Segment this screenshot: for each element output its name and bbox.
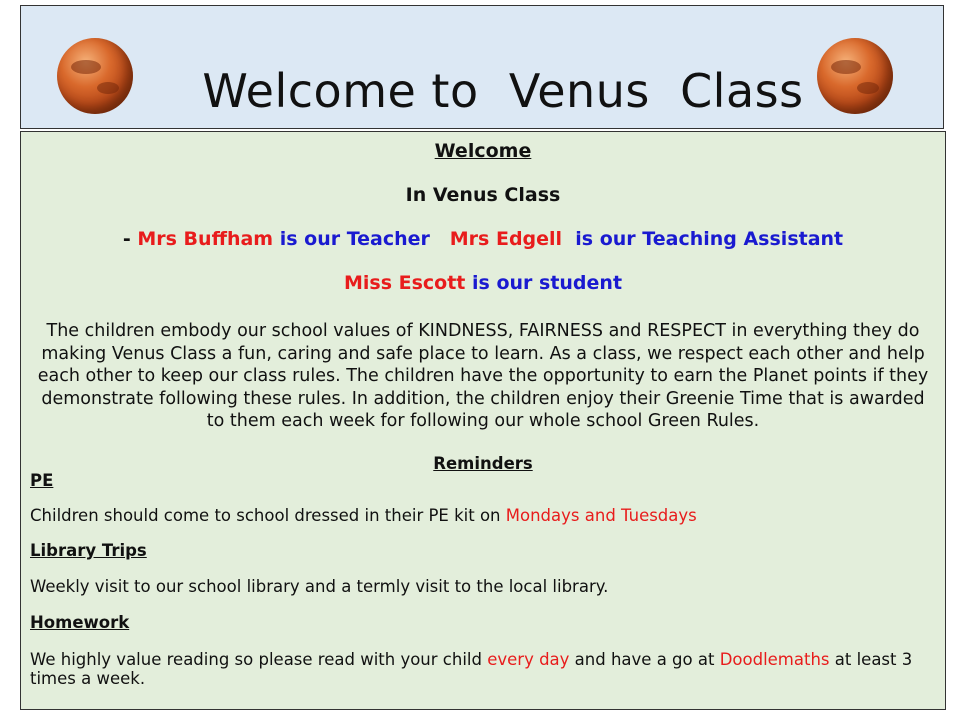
in-class-heading: In Venus Class [405, 184, 561, 206]
homework-heading: Homework [30, 613, 130, 632]
header-banner [20, 5, 944, 129]
staff-line [21, 228, 945, 250]
pe-text [30, 506, 697, 525]
homework-text [30, 650, 935, 688]
homework-doodlemaths: Doodlemaths [719, 650, 830, 669]
homework-every-day: every day [487, 650, 570, 669]
library-heading: Library Trips [30, 541, 147, 560]
teacher-name: Mrs Buffham [137, 228, 274, 250]
student-line [21, 272, 945, 294]
pe-text-main: Children should come to school dressed in their PE kit on [30, 506, 506, 525]
ta-role: is our Teaching Assistant [562, 228, 844, 250]
values-paragraph: The children embody our school values of KINDNESS, FAIRNESS and RESPECT in everything they do making Venus Class a fun, caring and safe place to learn. As a class, we respect each other and help each other to keep our class rules. The children have the opportunity to earn the Planet points if they demonstrate following these rules. In addition, the children enjoy their Greenie Time that is awarded to them each week for following our whole school Green Rules. [37, 321, 929, 431]
homework-text-3: at least 3 times a week. [30, 650, 913, 688]
student-role: is our student [465, 272, 623, 294]
staff-dash: - [122, 228, 138, 250]
content-panel [20, 131, 946, 710]
student-name: Miss Escott [343, 272, 466, 294]
library-text: Weekly visit to our school library and a termly visit to the local library. [30, 577, 609, 596]
ta-name: Mrs Edgell [449, 228, 563, 250]
reminders-heading: Reminders [433, 454, 533, 473]
welcome-heading: Welcome [434, 140, 532, 162]
pe-heading: PE [30, 471, 54, 490]
homework-text-2: and have a go at [569, 650, 720, 669]
pe-days: Mondays and Tuesdays [505, 506, 697, 525]
teacher-role: is our Teacher [273, 228, 450, 250]
page-title: Welcome to Venus Class [202, 64, 804, 118]
homework-text-1: We highly value reading so please read with your child [30, 650, 488, 669]
